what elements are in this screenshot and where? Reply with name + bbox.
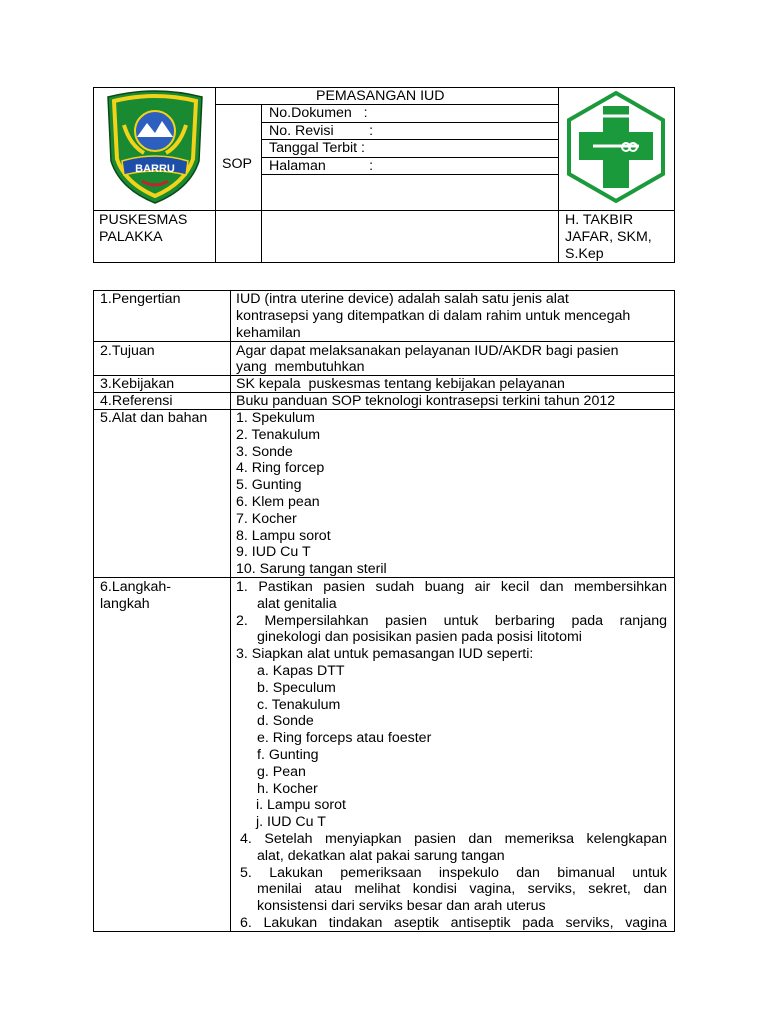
pengertian-line: kontrasepsi yang ditempatkan di dalam rahim untuk mencegah bbox=[236, 308, 631, 324]
step-line: alat genitalia bbox=[257, 595, 337, 612]
sub-item: a. Kapas DTT bbox=[257, 662, 345, 679]
signatory-line3: S.Kep bbox=[565, 246, 604, 262]
pengertian-line: kehamilan bbox=[236, 325, 301, 341]
list-item: 7. Kocher bbox=[236, 510, 297, 527]
step-line: 3. Siapkan alat untuk pemasangan IUD seperti: bbox=[236, 646, 534, 663]
step-line: menilai atau melihat kondisi vagina, serviks, sekret, dan bbox=[257, 881, 667, 898]
referensi-line: Buku panduan SOP teknologi kontrasepsi terkini tahun 2012 bbox=[236, 393, 616, 409]
sop-label: SOP bbox=[222, 156, 252, 172]
list-item: 2. Tenakulum bbox=[236, 426, 321, 443]
document-title: PEMASANGAN IUD bbox=[316, 88, 445, 104]
org-name-line2: PALAKKA bbox=[99, 229, 163, 245]
sub-item: g. Pean bbox=[257, 763, 306, 780]
section-referensi-label: 4.Referensi bbox=[100, 393, 173, 409]
step-line: alat, dekatkan alat pakai sarung tangan bbox=[257, 847, 505, 864]
pengertian-line: IUD (intra uterine device) adalah salah satu jenis alat bbox=[236, 291, 569, 307]
step-line: 6. Lakukan tindakan aseptik antiseptik pada serviks, vagina bbox=[240, 914, 667, 931]
list-item: 5. Gunting bbox=[236, 477, 302, 494]
step-line: 5. Lakukan pemeriksaan inspekulo dan bimanual untuk bbox=[240, 864, 667, 881]
list-item: 6. Klem pean bbox=[236, 493, 320, 510]
kebijakan-line: SK kepala puskesmas tentang kebijakan pelayanan bbox=[236, 376, 565, 392]
org-name-line1: PUSKESMAS bbox=[99, 212, 188, 228]
step-line: ginekologi dan posisikan pasien pada posisi litotomi bbox=[257, 629, 582, 646]
step-line: konsistensi dari serviks besar dan arah uterus bbox=[257, 898, 546, 915]
sub-item: d. Sonde bbox=[257, 713, 314, 730]
list-item: 1. Spekulum bbox=[236, 410, 315, 426]
section-langkah-label: 6.Langkah- bbox=[100, 579, 171, 595]
step-line: 2. Mempersilahkan pasien untuk berbaring pada ranjang bbox=[236, 612, 667, 629]
field-no-dokumen: No.Dokumen : bbox=[269, 105, 368, 121]
sub-item: f. Gunting bbox=[257, 746, 319, 763]
section-langkah-label: langkah bbox=[100, 596, 150, 612]
sub-item: j. IUD Cu T bbox=[256, 814, 326, 831]
field-tanggal-terbit: Tanggal Terbit : bbox=[269, 140, 365, 156]
list-item: 9. IUD Cu T bbox=[236, 544, 311, 561]
section-alat-label: 5.Alat dan bahan bbox=[100, 410, 208, 426]
section-kebijakan-label: 3.Kebijakan bbox=[100, 376, 175, 392]
list-item: 3. Sonde bbox=[236, 443, 293, 460]
field-no-revisi: No. Revisi : bbox=[269, 123, 374, 139]
signatory-line2: JAFAR, SKM, bbox=[565, 229, 652, 245]
sub-item: i. Lampu sorot bbox=[256, 797, 346, 814]
sub-item: e. Ring forceps atau foester bbox=[257, 730, 432, 747]
alat-list bbox=[236, 410, 666, 578]
barru-logo-text: BARRU bbox=[135, 163, 175, 175]
tujuan-line: yang membutuhkan bbox=[236, 359, 365, 375]
sub-item: c. Tenakulum bbox=[257, 696, 341, 713]
list-item: 4. Ring forcep bbox=[236, 460, 325, 477]
step-line: 4. Setelah menyiapkan pasien dan memeriksa kelengkapan bbox=[240, 830, 667, 847]
sub-item: b. Speculum bbox=[257, 679, 336, 696]
section-tujuan-label: 2.Tujuan bbox=[100, 343, 155, 359]
list-item: 10. Sarung tangan steril bbox=[236, 561, 387, 578]
puskesmas-logo bbox=[563, 90, 669, 204]
langkah-steps bbox=[236, 579, 667, 932]
barru-regency-logo bbox=[100, 89, 210, 207]
field-halaman: Halaman : bbox=[269, 158, 374, 174]
signatory-line1: H. TAKBIR bbox=[565, 212, 634, 228]
sub-item: h. Kocher bbox=[257, 780, 318, 797]
step-line: 1. Pastikan pasien sudah buang air kecil dan membersihkan bbox=[236, 579, 667, 595]
tujuan-line: Agar dapat melaksanakan pelayanan IUD/AKDR bagi pasien bbox=[236, 343, 619, 359]
section-pengertian-label: 1.Pengertian bbox=[100, 291, 181, 307]
list-item: 8. Lampu sorot bbox=[236, 527, 331, 544]
